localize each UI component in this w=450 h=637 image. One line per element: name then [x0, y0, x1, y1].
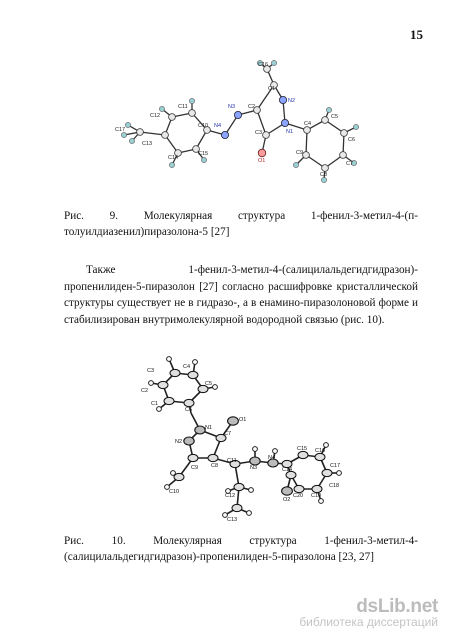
atom-label: C1 [151, 401, 159, 407]
atom-label: C20 [293, 493, 304, 499]
body-paragraph: Также 1-фенил-3-метил-4-(салицилальдегидгидразон)-пропенилиден-5-пиразолон [27] согласно расшифровке кристаллической структуры существует не в гидразо-, а в енамино-пиразолоновой форме и стабилизирован внутримолекулярной водородной связью (рис. 10). [64, 264, 418, 326]
atom-label: O1 [239, 417, 247, 423]
atom-label: C11 [227, 458, 237, 464]
atom-label: C5 [205, 381, 213, 387]
atom-label: N3 [250, 465, 258, 471]
atom-label: C2 [141, 388, 149, 394]
atom-label: O2 [283, 497, 291, 503]
atom-label: N2 [288, 98, 296, 104]
atom-label: C10 [198, 123, 209, 129]
atom-label: C12 [225, 493, 236, 499]
atom-label: N3 [228, 104, 236, 110]
atom-label: N4 [268, 455, 276, 461]
atom-label: O1 [258, 158, 266, 164]
watermark-subtitle: библиотека диссертаций [299, 615, 438, 629]
atom-label: N4 [214, 123, 222, 129]
atom-label: C8 [211, 463, 219, 469]
atom-label: C4 [304, 121, 312, 127]
atom-label: N2 [175, 439, 183, 445]
atom-label: C9 [296, 150, 304, 156]
figure-10-molecule [125, 345, 355, 525]
atom-label: C17 [330, 463, 341, 469]
page-number: 15 [410, 27, 423, 42]
atom-label: C3 [255, 130, 263, 136]
atom-label: C16 [315, 448, 326, 454]
atom-label: C2 [248, 104, 256, 110]
atom-label: N1 [286, 129, 294, 135]
atom-label: C8 [320, 172, 328, 178]
atom-label: C3 [147, 368, 155, 374]
figure-10-caption: Рис. 10. Молекулярная структура 1-фенил-3-метил-4-(салицилальдегидгидразон)-пропенилиден-5-пиразолона [23, 27] [64, 535, 418, 563]
atom-label: C1 [268, 86, 276, 92]
atom-label: C6 [185, 407, 193, 413]
atom-label: C17 [115, 127, 126, 133]
atom-label: C7 [346, 161, 354, 167]
atom-label: C12 [150, 113, 161, 119]
atom-label: C13 [142, 141, 153, 147]
atom-label: C15 [198, 151, 209, 157]
figure-9-molecule [110, 55, 380, 190]
atom-label: C6 [348, 137, 356, 143]
atom-label: C11 [178, 104, 188, 110]
atom-label: C14 [168, 155, 179, 161]
atom-label: C13 [227, 517, 238, 523]
atom-label: C15 [297, 446, 308, 452]
atom-label: C18 [329, 483, 340, 489]
atom-label: C7 [224, 431, 232, 437]
atom-label: C10 [169, 489, 180, 495]
figure-9-caption: Рис. 9. Молекулярная структура 1-фенил-3-метил-4-(п-толуилдиазенил)пиразолона-5 [27] [64, 210, 418, 238]
atom-label: C16 [258, 62, 269, 68]
atom-label: N1 [205, 425, 213, 431]
atom-label: C14 [282, 467, 293, 473]
watermark-logo: dsLib.net [356, 596, 438, 617]
atom-label: C9 [191, 465, 199, 471]
atom-label: C19 [311, 493, 322, 499]
watermark [299, 596, 438, 629]
atom-label: C5 [331, 114, 339, 120]
atom-label: C4 [183, 364, 191, 370]
